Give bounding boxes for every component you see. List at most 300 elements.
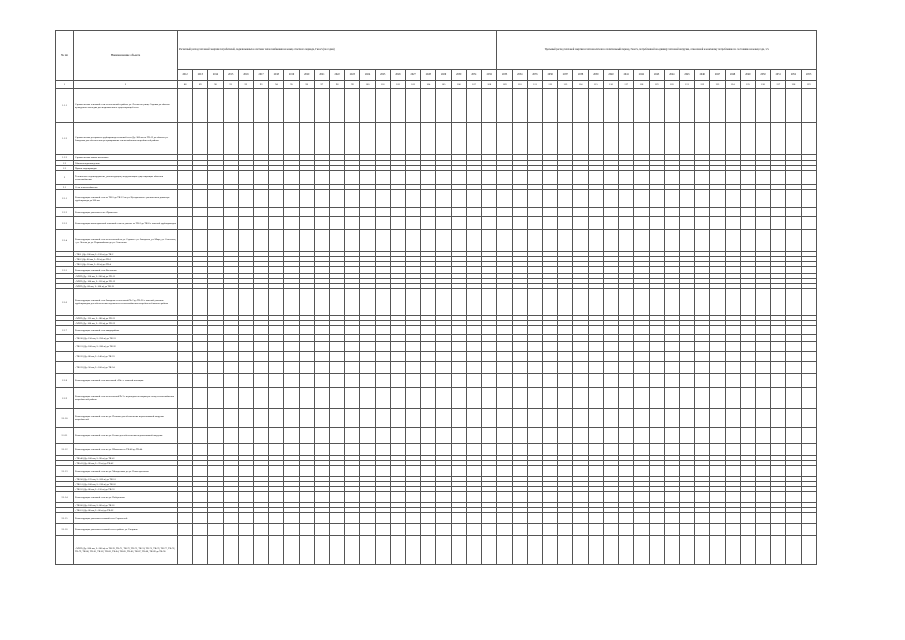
table-cell — [755, 342, 770, 352]
table-cell — [421, 190, 436, 208]
table-cell — [421, 513, 436, 524]
table-cell — [725, 352, 740, 362]
table-cell — [771, 444, 786, 456]
table-cell — [375, 289, 390, 316]
row-number — [56, 352, 74, 362]
row-number: 2.1.14 — [56, 492, 74, 503]
table-cell — [238, 444, 253, 456]
table-cell — [679, 230, 694, 252]
table-cell — [330, 362, 345, 374]
table-cell — [695, 342, 710, 352]
table-cell — [603, 388, 618, 409]
table-cell — [603, 342, 618, 352]
col-code: 129 — [801, 81, 816, 89]
table-cell — [284, 335, 299, 342]
table-cell — [466, 362, 481, 374]
table-cell — [527, 217, 542, 230]
table-cell — [573, 289, 588, 316]
table-cell — [345, 342, 360, 352]
table-cell — [619, 536, 634, 565]
row-name: Реконструкция тепловой сети Восточная — [74, 267, 178, 274]
table-cell — [603, 89, 618, 123]
table-cell — [193, 326, 208, 335]
table-cell — [451, 267, 466, 274]
year-header: 2049 — [740, 70, 755, 81]
table-cell — [208, 89, 223, 123]
table-cell — [497, 230, 512, 252]
table-cell — [421, 524, 436, 536]
table-cell — [679, 342, 694, 352]
row-name: Реконструкция тепловой сети по ул. Школьная от ТК-40 до ТК-44 — [74, 444, 178, 456]
table-row — [56, 524, 817, 536]
table-cell — [436, 524, 451, 536]
table-cell — [451, 352, 466, 362]
table-cell — [619, 428, 634, 444]
table-cell — [664, 466, 679, 477]
table-cell — [786, 89, 801, 123]
row-number: 2.1.4 — [56, 230, 74, 252]
table-cell — [679, 409, 694, 428]
table-cell — [543, 513, 558, 524]
table-cell — [406, 335, 421, 342]
table-cell — [375, 524, 390, 536]
table-cell — [208, 335, 223, 342]
table-cell — [254, 190, 269, 208]
table-cell — [558, 524, 573, 536]
table-cell — [375, 123, 390, 155]
table-cell — [497, 267, 512, 274]
table-cell — [664, 326, 679, 335]
table-cell — [786, 388, 801, 409]
table-cell — [588, 536, 603, 565]
year-header: 2040 — [603, 70, 618, 81]
table-cell — [254, 342, 269, 352]
table-cell — [345, 536, 360, 565]
table-cell — [771, 409, 786, 428]
table-cell — [497, 335, 512, 342]
table-cell — [208, 342, 223, 352]
table-cell — [375, 267, 390, 274]
table-cell — [436, 217, 451, 230]
row-name: - ТК-50 (Ду=125 мм, L=160 м) до ТК-51 — [74, 477, 178, 482]
table-cell — [223, 190, 238, 208]
table-cell — [603, 409, 618, 428]
table-cell — [786, 267, 801, 274]
table-cell — [360, 466, 375, 477]
table-cell — [497, 123, 512, 155]
table-cell — [178, 289, 193, 316]
table-cell — [527, 492, 542, 503]
table-cell — [695, 326, 710, 335]
table-cell — [634, 89, 649, 123]
table-cell — [588, 466, 603, 477]
table-cell — [436, 362, 451, 374]
table-cell — [755, 466, 770, 477]
col-code: 88 — [178, 81, 193, 89]
table-cell — [755, 289, 770, 316]
table-cell — [223, 444, 238, 456]
table-cell — [801, 409, 816, 428]
table-cell — [664, 335, 679, 342]
table-cell — [330, 217, 345, 230]
table-cell — [345, 492, 360, 503]
table-cell — [193, 513, 208, 524]
table-cell — [573, 444, 588, 456]
table-cell — [603, 352, 618, 362]
col-number: 2 — [74, 81, 178, 89]
row-number: 2.1.9 — [56, 388, 74, 409]
table-cell — [406, 123, 421, 155]
table-cell — [436, 326, 451, 335]
table-cell — [299, 123, 314, 155]
table-cell — [755, 190, 770, 208]
table-cell — [390, 352, 405, 362]
table-cell — [375, 374, 390, 388]
table-cell — [375, 230, 390, 252]
table-cell — [330, 208, 345, 217]
table-cell — [527, 513, 542, 524]
table-cell — [375, 513, 390, 524]
table-cell — [360, 388, 375, 409]
table-cell — [451, 217, 466, 230]
table-cell — [193, 267, 208, 274]
table-cell — [786, 428, 801, 444]
table-cell — [436, 208, 451, 217]
table-cell — [786, 208, 801, 217]
table-cell — [284, 513, 299, 524]
table-cell — [755, 524, 770, 536]
table-cell — [223, 217, 238, 230]
table-cell — [603, 289, 618, 316]
table-cell — [695, 352, 710, 362]
table-cell — [634, 409, 649, 428]
table-cell — [801, 342, 816, 352]
table-cell — [375, 492, 390, 503]
table-cell — [314, 444, 329, 456]
table-cell — [375, 326, 390, 335]
table-cell — [771, 374, 786, 388]
table-cell — [375, 217, 390, 230]
table-cell — [664, 409, 679, 428]
table-row — [56, 208, 817, 217]
table-cell — [421, 289, 436, 316]
table-cell — [451, 190, 466, 208]
table-cell — [390, 326, 405, 335]
table-cell — [360, 536, 375, 565]
table-cell — [543, 352, 558, 362]
table-cell — [512, 289, 527, 316]
table-cell — [208, 374, 223, 388]
table-cell — [786, 352, 801, 362]
table-cell — [558, 89, 573, 123]
table-cell — [436, 267, 451, 274]
table-cell — [497, 492, 512, 503]
table-cell — [208, 492, 223, 503]
table-cell — [634, 444, 649, 456]
table-cell — [178, 466, 193, 477]
table-cell — [755, 536, 770, 565]
table-cell — [360, 513, 375, 524]
table-cell — [497, 326, 512, 335]
table-cell — [451, 409, 466, 428]
table-cell — [390, 342, 405, 352]
header-group-specific: Удельный расход тепловой энергии и теплоносителя в отопительный период, Гкал/ч, потребленной на единицу тепловой нагрузки, отнесенной к конечному потреблению по состоянию на конец года, т/ч — [497, 31, 816, 70]
table-cell — [375, 428, 390, 444]
table-cell — [497, 289, 512, 316]
table-cell — [254, 536, 269, 565]
table-cell — [740, 388, 755, 409]
table-cell — [558, 230, 573, 252]
year-header: 2051 — [771, 70, 786, 81]
table-cell — [208, 362, 223, 374]
table-cell — [314, 536, 329, 565]
table-cell — [345, 409, 360, 428]
table-cell — [512, 208, 527, 217]
table-cell — [543, 466, 558, 477]
table-cell — [299, 513, 314, 524]
row-name: - ТК-40 (Ду=100 мм, L=90 м) до ТК-41 — [74, 456, 178, 461]
table-cell — [740, 524, 755, 536]
table-cell — [512, 342, 527, 352]
table-cell — [482, 444, 497, 456]
table-cell — [466, 374, 481, 388]
col-code: 119 — [649, 81, 664, 89]
row-name: - ТК-1 (Ду=100 мм, L=120 м) до ТК-2 — [74, 252, 178, 257]
table-cell — [482, 466, 497, 477]
table-cell — [588, 513, 603, 524]
table-cell — [360, 208, 375, 217]
table-cell — [527, 374, 542, 388]
table-cell — [664, 388, 679, 409]
table-cell — [512, 536, 527, 565]
table-cell — [238, 326, 253, 335]
table-cell — [543, 444, 558, 456]
table-cell — [482, 513, 497, 524]
table-cell — [755, 217, 770, 230]
table-cell — [740, 171, 755, 185]
table-cell — [254, 362, 269, 374]
table-cell — [314, 466, 329, 477]
table-cell — [269, 267, 284, 274]
year-header: 2046 — [695, 70, 710, 81]
table-cell — [466, 171, 481, 185]
table-cell — [664, 267, 679, 274]
table-cell — [451, 342, 466, 352]
table-cell — [482, 171, 497, 185]
table-cell — [497, 362, 512, 374]
table-cell — [649, 536, 664, 565]
table-cell — [634, 342, 649, 352]
table-cell — [390, 513, 405, 524]
table-cell — [771, 171, 786, 185]
table-cell — [193, 444, 208, 456]
table-cell — [390, 524, 405, 536]
table-cell — [801, 388, 816, 409]
table-cell — [451, 428, 466, 444]
table-cell — [588, 362, 603, 374]
table-cell — [740, 466, 755, 477]
table-cell — [695, 362, 710, 374]
table-cell — [801, 524, 816, 536]
year-header: 2036 — [543, 70, 558, 81]
table-cell — [238, 342, 253, 352]
table-cell — [269, 89, 284, 123]
table-cell — [710, 89, 725, 123]
table-row — [56, 388, 817, 409]
table-cell — [466, 208, 481, 217]
table-cell — [695, 444, 710, 456]
col-code: 90 — [208, 81, 223, 89]
table-cell — [299, 444, 314, 456]
table-cell — [771, 492, 786, 503]
table-cell — [695, 89, 710, 123]
table-cell — [512, 123, 527, 155]
table-cell — [390, 289, 405, 316]
table-cell — [679, 492, 694, 503]
table-cell — [786, 190, 801, 208]
year-header: 2030 — [451, 70, 466, 81]
table-cell — [801, 190, 816, 208]
table-cell — [664, 513, 679, 524]
table-cell — [801, 362, 816, 374]
table-cell — [360, 326, 375, 335]
table-cell — [801, 171, 816, 185]
table-cell — [786, 524, 801, 536]
heat-supply-table — [55, 30, 817, 565]
table-cell — [740, 217, 755, 230]
table-cell — [543, 524, 558, 536]
table-cell — [436, 289, 451, 316]
table-cell — [451, 492, 466, 503]
table-cell — [284, 123, 299, 155]
table-cell — [771, 289, 786, 316]
table-cell — [178, 409, 193, 428]
table-cell — [345, 388, 360, 409]
table-cell — [543, 326, 558, 335]
table-cell — [421, 388, 436, 409]
table-cell — [771, 208, 786, 217]
table-cell — [679, 171, 694, 185]
table-cell — [451, 388, 466, 409]
table-cell — [740, 208, 755, 217]
year-header: 2039 — [588, 70, 603, 81]
table-cell — [573, 230, 588, 252]
table-cell — [619, 326, 634, 335]
table-cell — [649, 444, 664, 456]
table-cell — [299, 217, 314, 230]
table-cell — [619, 89, 634, 123]
table-cell — [284, 409, 299, 428]
table-cell — [436, 466, 451, 477]
col-code: 103 — [406, 81, 421, 89]
table-cell — [679, 362, 694, 374]
table-cell — [740, 352, 755, 362]
table-cell — [436, 388, 451, 409]
year-header: 2052 — [786, 70, 801, 81]
table-cell — [299, 466, 314, 477]
table-cell — [679, 267, 694, 274]
table-cell — [390, 335, 405, 342]
table-cell — [238, 123, 253, 155]
year-header: 2044 — [664, 70, 679, 81]
table-cell — [725, 524, 740, 536]
table-cell — [755, 230, 770, 252]
row-name: Реконструкция тепловой сети по ул. Речная для обеспечения перспективной нагрузки — [74, 428, 178, 444]
table-cell — [512, 513, 527, 524]
table-cell — [238, 362, 253, 374]
table-cell — [740, 428, 755, 444]
table-cell — [527, 89, 542, 123]
table-cell — [254, 444, 269, 456]
table-cell — [512, 230, 527, 252]
table-cell — [512, 335, 527, 342]
table-cell — [254, 388, 269, 409]
table-cell — [406, 208, 421, 217]
table-cell — [740, 267, 755, 274]
table-cell — [558, 217, 573, 230]
table-cell — [573, 513, 588, 524]
col-code: 122 — [695, 81, 710, 89]
table-cell — [360, 89, 375, 123]
table-cell — [527, 190, 542, 208]
table-cell — [330, 409, 345, 428]
table-cell — [466, 428, 481, 444]
year-header: 2018 — [269, 70, 284, 81]
table-cell — [695, 428, 710, 444]
table-cell — [482, 217, 497, 230]
table-cell — [390, 409, 405, 428]
table-row — [56, 123, 817, 155]
table-cell — [238, 267, 253, 274]
table-cell — [497, 89, 512, 123]
table-cell — [482, 536, 497, 565]
table-cell — [679, 190, 694, 208]
table-cell — [543, 190, 558, 208]
table-cell — [755, 326, 770, 335]
table-cell — [558, 513, 573, 524]
table-cell — [619, 466, 634, 477]
table-cell — [695, 267, 710, 274]
table-cell — [558, 444, 573, 456]
table-cell — [375, 536, 390, 565]
table-cell — [466, 352, 481, 362]
table-cell — [512, 388, 527, 409]
table-cell — [345, 428, 360, 444]
table-cell — [406, 492, 421, 503]
col-number: 1 — [56, 81, 74, 89]
table-cell — [634, 524, 649, 536]
table-cell — [649, 524, 664, 536]
table-cell — [223, 536, 238, 565]
table-cell — [238, 335, 253, 342]
table-cell — [314, 352, 329, 362]
table-cell — [679, 536, 694, 565]
table-cell — [755, 428, 770, 444]
table-cell — [512, 492, 527, 503]
row-number: 2.1.7 — [56, 326, 74, 335]
table-cell — [649, 362, 664, 374]
table-cell — [619, 492, 634, 503]
table-cell — [573, 466, 588, 477]
table-cell — [634, 289, 649, 316]
table-cell — [634, 352, 649, 362]
table-cell — [619, 513, 634, 524]
table-cell — [345, 466, 360, 477]
table-cell — [466, 335, 481, 342]
table-cell — [497, 513, 512, 524]
table-cell — [801, 89, 816, 123]
table-row — [56, 171, 817, 185]
